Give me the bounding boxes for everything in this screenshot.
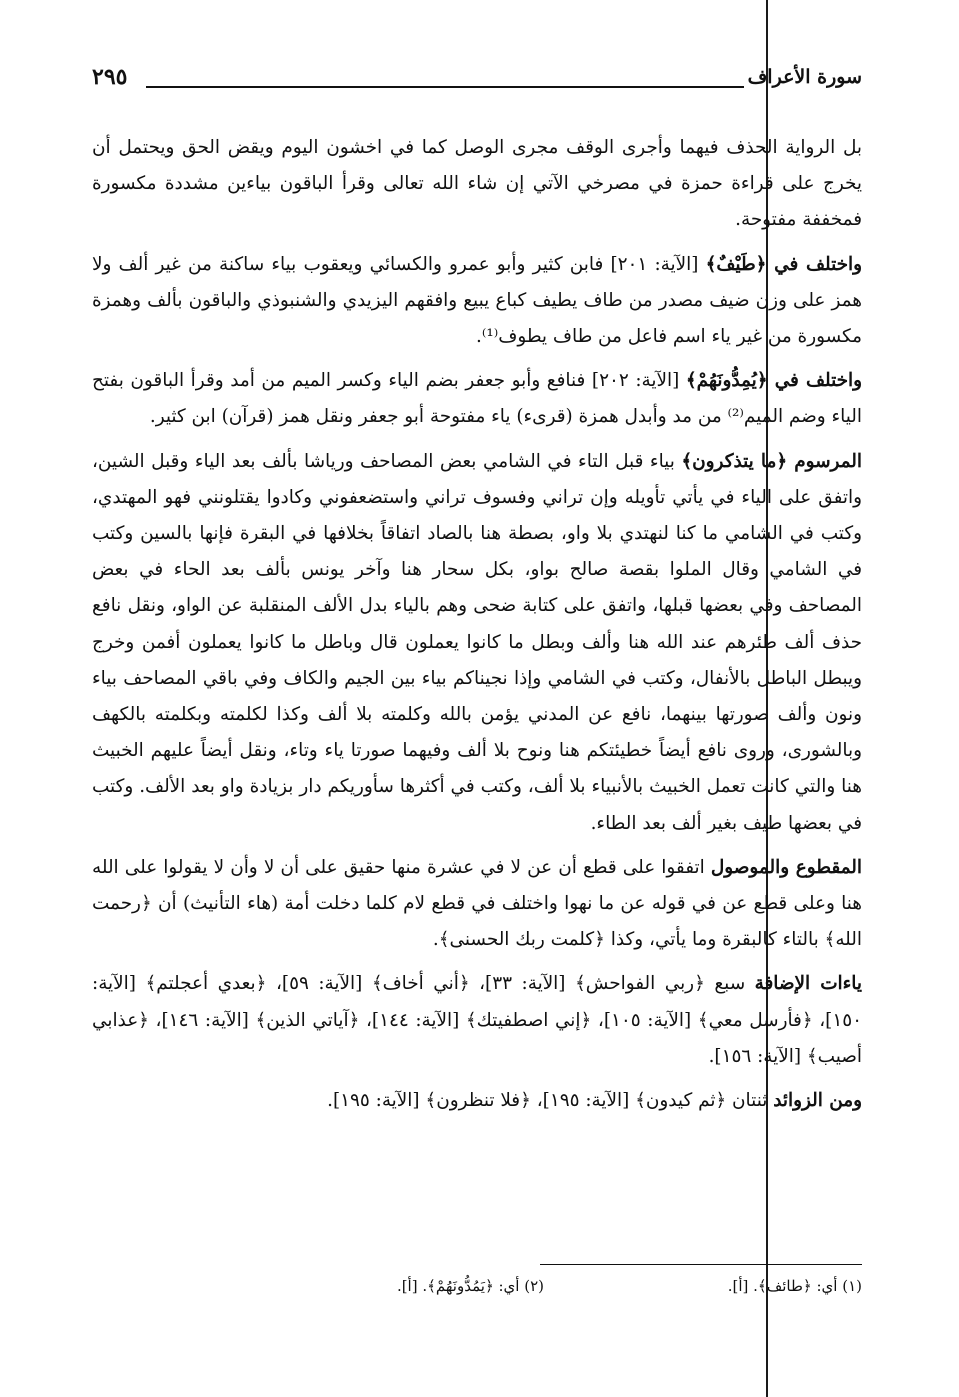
paragraph-lead: ياءات الإضافة <box>754 973 862 995</box>
paragraph-text: [الآية: ٢٠٢] فنافع وأبو جعفر بضم الياء وكسر الميم من أمد وقرأ الباقون بفتح الياء وضم الميم⁽²⁾ من مد وأبدل همزة (قرىء) ياء مفتوحة أبو جعفر ونقل همز (قرآن) ابن كثير. <box>92 370 862 428</box>
footnotes <box>92 1268 862 1304</box>
paragraph-lead: ومن الزوائد <box>773 1090 862 1112</box>
paragraph-text: ثنتان ﴿ثم كيدون﴾ [الآية: ١٩٥]، ﴿فلا تنظرون﴾ [الآية: ١٩٥]. <box>327 1090 774 1112</box>
paragraph <box>92 363 862 435</box>
main-text <box>92 130 862 1127</box>
paragraph <box>92 1083 862 1119</box>
paragraph-text: بل الرواية الحذف فيهما وأجرى الوقف مجرى الوصل كما في اخشون اليوم ويقض الحق ويحتمل أن يخرج على قراءة حمزة في مصرخي الآتي إن شاء الله تعالى وقرأ الباقون بياءين مشددة مكسورة فمخففة مفتوحة. <box>92 137 862 231</box>
paragraph-lead: واختلف في ﴿طَيْفٌ﴾ <box>705 253 863 275</box>
page-number: ٢٩٥ <box>92 64 128 90</box>
footnote-2: (٢) أي: ﴿يَمُدُّونَهُمْ﴾. [أ]. <box>396 1277 544 1295</box>
surah-title: سورة الأعراف <box>747 66 862 88</box>
paragraph <box>92 130 862 239</box>
paragraph-text: [الآية: ٢٠١] فابن كثير وأبو عمرو والكسائي ويعقوب بياء ساكنة من غير ألف ولا همز على وزن ضيف مصدر من طاف يطيف كباع يبيع وافقهم اليزيدي والشنبوذي والباقون بألف وهمزة مكسورة من غير ياء اسم فاعل من طاف يطوف⁽¹⁾. <box>92 253 862 348</box>
paragraph-text: سبع ﴿ربي الفواحش﴾ [الآية: ٣٣]، ﴿أني أخاف﴾ [الآية: ٥٩]، ﴿بعدي أعجلتم﴾ [الآية: ١٥٠]، ﴿فأرسل معي﴾ [الآية: ١٠٥]، ﴿إني اصطفيتك﴾ [الآية: ١٤٤]، ﴿آياتي الذين﴾ [الآية: ١٤٦]، ﴿عذابي أصيب﴾ [الآية: ١٥٦]. <box>92 973 862 1067</box>
paragraph-lead: المقطوع والموصول <box>710 856 862 878</box>
footnote-1: (١) أي: ﴿طائف﴾. [أ]. <box>727 1277 862 1295</box>
paragraph <box>92 850 862 959</box>
header-rule <box>146 86 744 88</box>
paragraph <box>92 966 862 1075</box>
footnote-separator <box>540 1264 862 1265</box>
page-header <box>92 62 862 98</box>
paragraph <box>92 247 862 356</box>
paragraph-text: بياء قبل التاء في الشامي بعض المصاحف ورياشا بألف بعد الياء وقبل الشين، واتفق على الياء في يأتي تأويله وإن تراني وفسوف تراني واستضعفوني وكادوا يقتلونني فهو المهتدي، وكتب في الشامي ما كنا لنهتدي بلا واو، بصطة هنا بالصاد اتفاقاً بخلافها في البقرة فإنها بالسين وكتب في الشامي وقال الملوا بقصة صالح بواو، بكل سحار هنا وآخر يونس بألف بعد الحاء في بعض المصاحف وفي بعضها قبلها، واتفق على كتابة ضحى وهم بالياء بدل الألف المنقلبة عن الواو، ونقل نافع حذف ألف طئرهم عند الله هنا وألف وبطل ما كانوا يعملون قال وباطل ما كانوا يعملون أفمن وخرج ويبطل الباطل بالأنفال، وكتب في الشامي وإذا نجيناكم بياء بين الجيم والكاف وفي باقي المصاحف بياء ونون وألف صورتها بينهما، نافع عن المدني يؤمن بالله وكلمته بلا ألف وكذا لكلمته وبكلمته بالكهف وبالشورى، وروى نافع أيضاً خطيئتكم هنا ونوح بلا ألف وفيهما صورتا ياء وتاء، ونقل أيضاً عليهم الخبيث هنا والتي كانت تعمل الخبيث بالأنبياء بلا ألف، وكتب في أكثرها سأوريكم دار بزيادة واو بعد الألف. وكتب في بعضها طيف بغير ألف بعد الطاء. <box>92 450 862 834</box>
paragraph-text: اتفقوا على قطع أن عن لا في عشرة منها حقيق على أن لا وأن لا يقولوا على الله هنا وعلى قطع عن في قوله عن ما نهوا واختلف في قطع لام كلما دخلت أمة (هاء التأنيث) أن ﴿رحمت الله﴾ بالتاء كالبقرة وما يأتي، وكذا ﴿كلمت ربك الحسنى﴾. <box>92 856 862 951</box>
paragraph <box>92 444 862 842</box>
paragraph-lead: واختلف في ﴿يُمِدُّونَهُمْ﴾ <box>685 370 862 392</box>
paragraph-lead: المرسوم ﴿ما يتذكرون﴾ <box>681 450 862 472</box>
